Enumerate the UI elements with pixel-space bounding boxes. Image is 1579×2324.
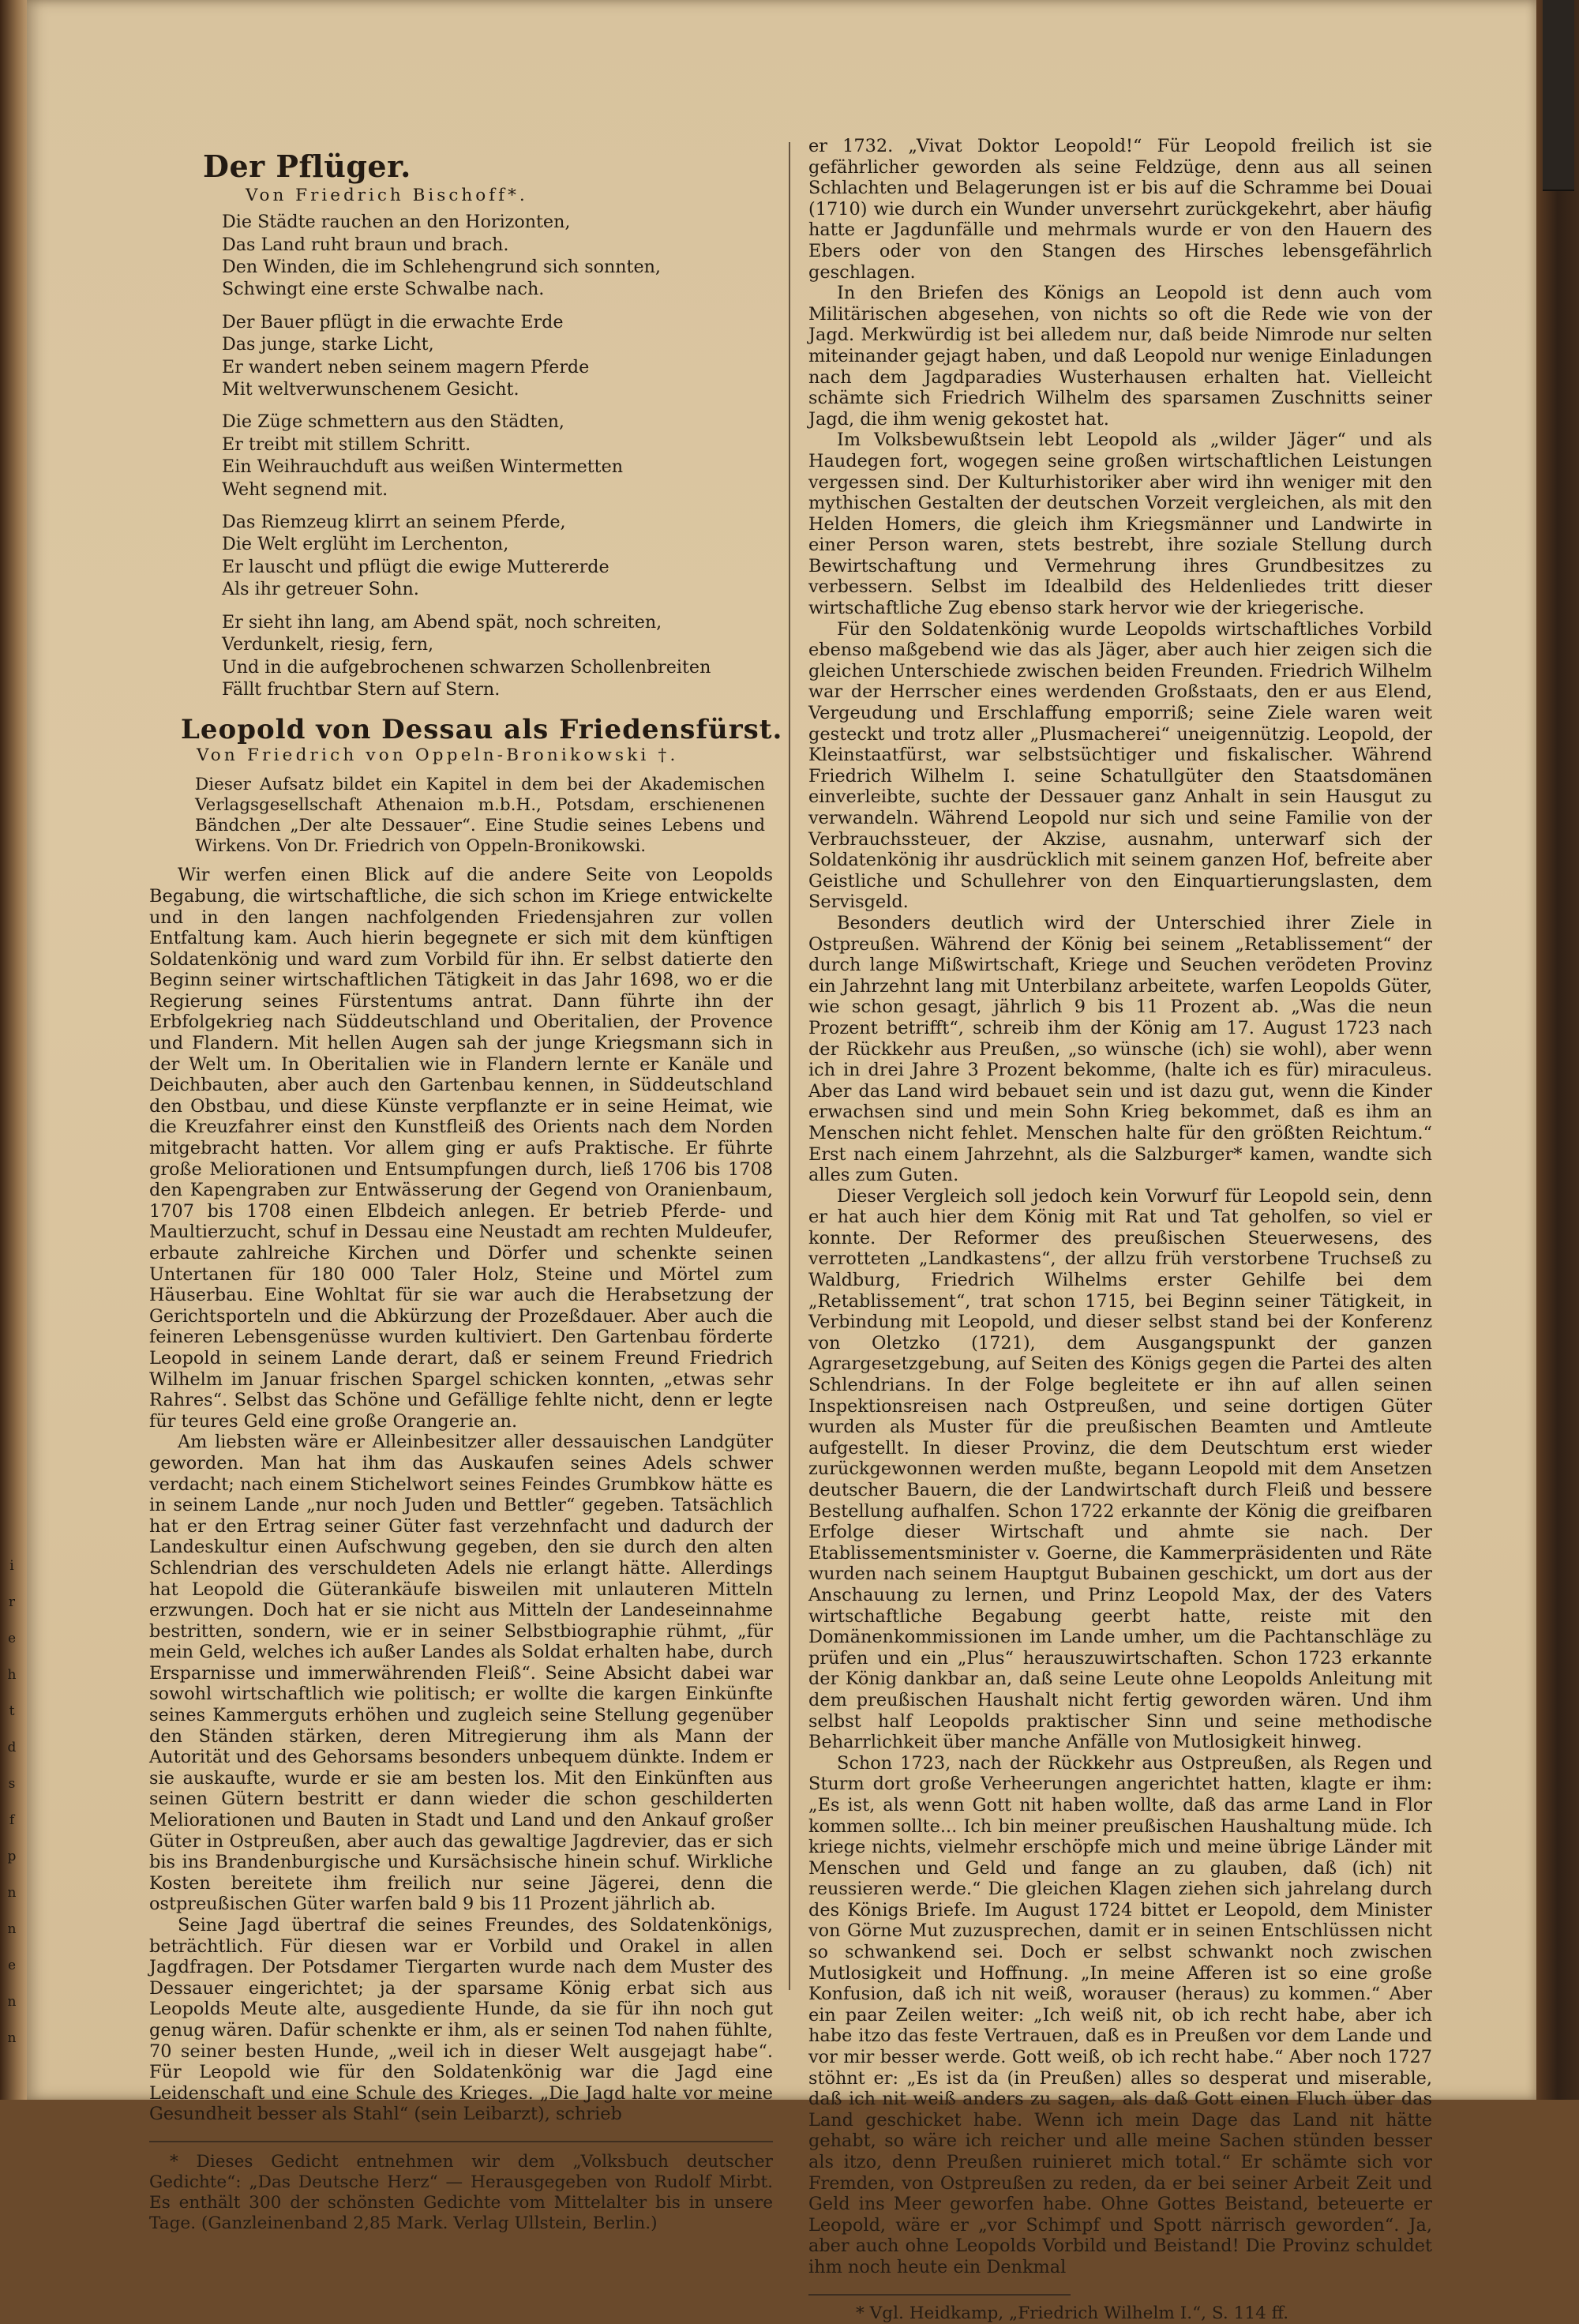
margin-letter: n [7, 1994, 17, 2010]
poem-footnote: * Dieses Gedicht entnehmen wir dem „Volksbuch deutscher Gedichte“: „Das Deutsche Herz“ — Herausgegeben von Rudolf Mirbt. Es enthält 300 der schönsten Gedichte vom Mittelalter bis in unsere Tage. (Ganzleinenband 2,85 Mark. Verlag Ullstein, Berlin.) [149, 2151, 773, 2233]
left-column [149, 133, 783, 2234]
poem-stanza [222, 311, 773, 401]
margin-letter: f [9, 1812, 15, 1828]
poem-line: Er lauscht und pflügt die ewige Muttererde [222, 556, 609, 577]
margin-letter: i [9, 1558, 14, 1574]
article-paragraph: er 1732. „Vivat Doktor Leopold!“ Für Leopold freilich ist sie gefährlicher geworden als seine Feldzüge, denn aus all seinen Schlachten und Belagerungen ist er bis auf die Schramme bei Douai (1710) wie durch ein Wunder unversehrt zurückgekehrt, aber häufig hatte er Jagdunfälle und mehrmals wurde er von den Hauern des Ebers oder von den Stangen des Hirsches lebensgefährlich geschlagen. [808, 136, 1432, 283]
newspaper-page [27, 0, 1536, 2323]
poem-stanza [222, 411, 773, 501]
poem-title: Der Pflüger. [203, 148, 411, 184]
poem-line: Er treibt mit stillem Schritt. [222, 434, 471, 455]
book-right-edge [1536, 0, 1579, 2100]
footnote-divider [808, 2294, 1071, 2296]
poem-line: Als ihr getreuer Sohn. [222, 579, 419, 600]
article-paragraph: In den Briefen des Königs an Leopold ist denn auch vom Militärischen abgesehen, von nichts so oft die Rede wie von der Jagd. Merkwürdig ist bei alledem nur, daß beide Nimrode nur selten miteinander gejagt haben, und daß Leopold nur wenige Einladungen nach dem Jagdparadies Wusterhausen erhalten hat. Vielleicht schämte sich Friedrich Wilhelm des sparsamen Zuschnitts seiner Jagd, die ihm wenig gekostet hat. [808, 283, 1432, 430]
article-paragraph: Am liebsten wäre er Alleinbesitzer aller dessauischen Landgüter geworden. Man hat ihm das Auskaufen seines Adels schwer verdacht; nach einem Stichelwort seines Feindes Grumbkow hätte es in seinem Lande „nur noch Juden und Bettler“ gegeben. Tatsächlich hat er den Ertrag seiner Güter fast verzehnfacht und dadurch der Landeskultur einen Aufschwung gegeben, den sie durch den alten Schlendrian des verschuldeten Adels nie erlangt hätte. Allerdings hat Leopold die Güterankäufe bisweilen mit unlauteren Mitteln erzwungen. Doch hat er sie nicht aus Mitteln der Landeseinnahme bestritten, sondern, wie er in seiner Selbstbiographie rühmt, „für mein Geld, welches ich außer Landes als Soldat erhalten habe, durch Ersparnisse und immerwährenden Fleiß“. Seine Absicht dabei war sowohl wirtschaftlich wie politisch; er wollte die kargen Einkünfte seines Kammerguts erhöhen und zugleich seine Stellung gegenüber den Ständen stärken, deren Mitregierung ihm als Mann der Autorität und des Gehorsams besonders unbequem dünkte. Indem er sie auskaufte, wurde er sie am besten los. Mit den Einkünften aus seinen Gütern bestritt er dann wieder die schon geschilderten Meliorationen und Bauten in Stadt und Land und den Ankauf großer Güter in Ostpreußen, aber auch das gewaltige Jagdrevier, das er sich bis ins Brandenburgische und Kursächsische hinein schuf. Wirkliche Kosten bereitete ihm freilich nur seine Jägerei, denn die ostpreußischen Güter warfen bald 9 bis 11 Prozent jährlich ab. [149, 1432, 773, 1915]
article-paragraph: Im Volksbewußtsein lebt Leopold als „wilder Jäger“ und als Haudegen fort, wogegen seine großen wirtschaftlichen Leistungen vergessen sind. Der Kulturhistoriker aber wird ihn weniger mit den mythischen Gestalten der deutschen Vorzeit vergleichen, als mit den Helden Homers, die gleich ihm Kriegsmänner und Landwirte in einer Person waren, stets bestrebt, ihre soziale Stellung durch Bewirtschaftung und Vermehrung ihres Grundbesitzes zu verbessern. Selbst im Idealbild des Heldenliedes tritt dieser wirtschaftliche Zug ebenso stark hervor wie der kriegerische. [808, 430, 1432, 619]
article-byline: Von Friedrich von Oppeln-Bronikowski †. [197, 745, 679, 765]
poem-stanza [222, 611, 773, 701]
footnote-divider [149, 2141, 773, 2142]
poem-line: Das Land ruht braun und brach. [222, 234, 509, 255]
poem-line: Schwingt eine erste Schwalbe nach. [222, 279, 545, 300]
article-paragraph: Seine Jagd übertraf die seines Freundes, des Soldatenkönigs, beträchtlich. Für diesen war er Vorbild und Orakel in allen Jagdfragen. Der Potsdamer Tiergarten wurde nach dem Muster des Dessauer eingerichtet; ja der sparsame König erbat sich aus Leopolds Meute alte, ausgediente Hunde, da sie für ihn noch gut genug wären. Dafür schenkte er ihm, als er seinen Tod nahen fühlte, 70 seiner besten Hunde, „weil ich in dieser Welt ausgejagt habe“. Für Leopold wie für den Soldatenkönig war die Jagd eine Leidenschaft und eine Schule des Krieges. „Die Jagd halte vor meine Gesundheit besser als Stahl“ (sein Leibarzt), schrieb [149, 1915, 773, 2125]
article-paragraph: Dieser Vergleich soll jedoch kein Vorwurf für Leopold sein, denn er hat auch hier dem König mit Rat und Tat geholfen, so viel er konnte. Der Reformer des preußischen Steuerwesens, des verrotteten „Landkastens“, der allzu früh verstorbene Truchseß zu Waldburg, Friedrich Wilhelms erster Gehilfe bei dem „Retablissement“, trat schon 1715, bei Beginn seiner Tätigkeit, in Verbindung mit Leopold, und dieser selbst stand bei der Konferenz von Oletzko (1721), dem Ausgangspunkt der ganzen Agrargesetzgebung, auf Seiten des Königs gegen die Partei des alten Schlendrians. In der Folge begleitete er ihn auf allen seinen Inspektionsreisen nach Ostpreußen, und seine dortigen Güter wurden als Muster für die preußischen Beamten und Amtleute aufgestellt. In dieser Provinz, die dem Deutschtum erst wieder zurückgewonnen werden mußte, begann Leopold mit dem Ansetzen deutscher Bauern, die der Landwirtschaft durch Fleiß und bessere Bestellung aufhalfen. Schon 1722 erkannte der König die greifbaren Erfolge dieser Wirtschaft und ahmte sie nach. Der Etablissementsminister v. Goerne, die Kammerpräsidenten und Räte wurden nach seinem Hauptgut Bubainen geschickt, um dort aus der Anschauung zu lernen, und Prinz Leopold Max, der des Vaters wirtschaftliche Begabung geerbt hatte, reiste mit den Domänenkommissionen im Lande umher, um die Pachtanschläge zu prüfen und ein „Plus“ herauszuwirtschaften. Schon 1723 erkannte der König dankbar an, daß seine Leute ohne Leopolds Anleitung mit dem preußischen Haushalt nicht fertig geworden wären. Und ihm selbst half Leopolds praktischer Sinn und seine methodische Beharrlichkeit über manche Anfälle von Mutlosigkeit hinweg. [808, 1185, 1432, 1753]
poem-line: Die Züge schmettern aus den Städten, [222, 411, 564, 433]
poem-line: Verdunkelt, riesig, fern, [222, 634, 434, 655]
poem-line: Mit weltverwunschenem Gesicht. [222, 379, 519, 400]
poem-line: Fällt fruchtbar Stern auf Stern. [222, 678, 501, 700]
article-footnote: * Vgl. Heidkamp, „Friedrich Wilhelm I.“, S. 114 ff. [856, 2303, 1289, 2323]
margin-letter: n [7, 2030, 17, 2046]
margin-letter: d [7, 1740, 17, 1755]
article-paragraph: Für den Soldatenkönig wurde Leopolds wirtschaftliches Vorbild ebenso maßgebend wie das als Jäger, aber auch hier zeigen sich die gleichen Unterschiede zwischen beiden Freunden. Friedrich Wilhelm war der Herrscher eines werdenden Großstaats, den er aus Elend, Vergeudung und Erschlaffung emporriß; seine Ziele waren weit gesteckt und trotz aller „Plusmacherei“ uneigennützig. Leopold, der Kleinstaatfürst, war selbstsüchtiger und fiskalischer. Während Friedrich Wilhelm I. seine Schatullgüter den Staatsdomänen einverleibte, suchte der Dessauer ganz Anhalt in sein Hausgut zu verwandeln. Während Leopold nur sich und seine Familie von der Verbrauchssteuer, der Akzise, ausnahm, unterwarf sich der Soldatenkönig ihr ausdrücklich mit seinem ganzen Hof, befreite aber Geistliche und Schullehrer von den Einquartierungslasten, dem Servisgeld. [808, 618, 1432, 913]
right-column [808, 136, 1432, 2324]
article-paragraph: Wir werfen einen Blick auf die andere Seite von Leopolds Begabung, die wirtschaftliche, die sich schon im Kriege entwickelte und in den langen nachfolgenden Friedensjahren zur vollen Entfaltung kam. Auch hierin begegnete er sich mit dem künftigen Soldatenkönig und ward zum Vorbild für ihn. Er selbst datierte den Beginn seiner wirtschaftlichen Tätigkeit in das Jahr 1698, wo er die Regierung seines Fürstentums antrat. Dann führte ihn der Erbfolgekrieg nach Süddeutschland und Oberitalien, der Provence und Flandern. Mit hellen Augen sah der junge Kriegsmann sich in der Welt um. In Oberitalien wie in Flandern lernte er Kanäle und Deichbauten, aber auch den Gartenbau kennen, in Süddeutschland den Obstbau, und diese Künste verpflanzte er in seine Heimat, wie die Kreuzfahrer einst den Kunstfleiß des Orients nach dem Norden mitgebracht hatten. Vor allem ging er aufs Praktische. Er führte große Meliorationen und Entsumpfungen durch, ließ 1706 bis 1708 den Kapengraben zur Entwässerung der Gegend von Oranienbaum, 1707 bis 1708 einen Elbdeich anlegen. Er betrieb Pferde- und Maultierzucht, schuf in Dessau eine Neustadt am rechten Muldeufer, erbaute zahlreiche Kirchen und Dörfer und schenkte seinen Untertanen für 180 000 Taler Holz, Steine und Mörtel zum Häuserbau. Eine Wohltat für sie war auch die Herabsetzung der Gerichtsporteln und die Abkürzung der Prozeßdauer. Aber auch die feineren Lebensgenüsse wurden kultiviert. Den Gartenbau förderte Leopold in seinem Lande derart, daß er seinem Freund Friedrich Wilhelm im Januar frischen Spargel schicken konnten, „etwas sehr Rahres“. Selbst das Schöne und Gefällige fehlte nicht, denn er legte für teures Geld eine große Orangerie an. [149, 865, 773, 1432]
poem-line: Der Bauer pflügt in die erwachte Erde [222, 311, 564, 332]
poem-stanza [222, 211, 773, 301]
poem-byline: Von Friedrich Bischoff*. [246, 185, 528, 205]
poem-line: Er wandert neben seinem magern Pferde [222, 356, 590, 377]
article-paragraph: Schon 1723, nach der Rückkehr aus Ostpreußen, als Regen und Sturm dort große Verheerungen angerichtet hatten, klagte er ihm: „Es ist, als wenn Gott nit haben wollte, daß das arme Land in Flor kommen sollte... Ich bin meiner preußischen Haushaltung müde. Ich kriege nichts, vielmehr erschöpfe mich und meine übrige Länder mit Menschen und Geld und fange an zu glauben, daß (ich) nit reussieren werde.“ Die gleichen Klagen ziehen sich jahrelang durch des Königs Briefe. Im August 1724 bittet er Leopold, dem Minister von Görne Mut zuzusprechen, damit er in seinen Entschlüssen nicht so schwankend sei. Doch er selbst schwankt noch zwischen Mutlosigkeit und Hoffnung. „In meine Afferen ist so eine große Konfusion, daß ich nit weiß, worauser (heraus) zu kommen.“ Aber ein paar Zeilen weiter: „Ich weiß nit, ob ich recht habe, aber ich habe itzo das feste Vertrauen, daß es in Preußen vor dem Lande und vor mir besser werde. Gott weiß, ob ich recht habe.“ Aber noch 1727 stöhnt er: „Es ist da (in Preußen) alles so desperat und miserable, daß ich nit weiß anders zu sagen, als daß Gott einen Fluch über das Land geschicket habe. Wenn ich mein Dage das Land nit hätte gehabt, so wäre ich reicher und alle meine Sachen stünden besser als itzo, denn Preußen ruinieret mich total.“ Er schämte sich vor Fremden, von Ostpreußen zu reden, da er bei seiner Arbeit Zeit und Geld ins Meer geworfen habe. Ohne Gottes Beistand, beteuerte er Leopold, wäre er „vor Schimpf und Spott närrisch geworden“. Ja, aber auch ohne Leopolds Vorbild und Beistand! Die Provinz schuldet ihm noch heute ein Denkmal [808, 1752, 1432, 2277]
poem-line: Das Riemzeug klirrt an seinem Pferde, [222, 512, 566, 533]
margin-letter: p [7, 1849, 17, 1864]
poem-line: Weht segnend mit. [222, 479, 388, 500]
margin-letter: h [7, 1667, 17, 1683]
margin-letter: e [7, 1631, 17, 1646]
book-tab [1543, 0, 1574, 191]
poem-line: Die Städte rauchen an den Horizonten, [222, 212, 571, 233]
poem-line: Die Welt erglüht im Lerchenton, [222, 534, 509, 555]
poem-line: Und in die aufgebrochenen schwarzen Schollenbreiten [222, 656, 711, 678]
article-title: Leopold von Dessau als Friedensfürst. [181, 714, 783, 746]
poem-stanza [222, 511, 773, 601]
margin-letter: r [8, 1594, 16, 1610]
article-intro-note: Dieser Aufsatz bildet ein Kapitel in dem bei der Akademischen Verlagsgesellschaft Athenaion m.b.H., Potsdam, erschienenen Bändchen „Der alte Dessauer“. Eine Studie seines Lebens und Wirkens. Von Dr. Friedrich von Oppeln-Bronikowski. [195, 774, 765, 857]
facing-page-margin-letters [2, 1548, 22, 2056]
poem-line: Ein Weihrauchduft aus weißen Wintermetten [222, 456, 624, 478]
margin-letter: n [7, 1885, 17, 1901]
right-footnote-block [808, 2294, 1432, 2324]
article-paragraph: Besonders deutlich wird der Unterschied ihrer Ziele in Ostpreußen. Während der König bei seinem „Retablissement“ der durch lange Mißwirtschaft, Kriege und Seuchen verödeten Provinz ein Jahrzehnt lang mit Unterbilanz arbeitete, warfen Leopolds Güter, wie schon gesagt, jährlich 9 bis 11 Prozent ab. „Was die neun Prozent betrifft“, schreib ihm der König am 17. August 1723 nach der Rückkehr aus Preußen, „so wünsche (ich) sie wohl), aber wenn ich in drei Jahre 3 Prozent bekomme, (halte ich es für) miraculeus. Aber das Land wird bebauet sein und ist dazu gut, wenn die Kinder erwachsen sind und mein Sohn Krieg bekommet, daß es ihm an Menschen nicht fehlet. Menschen halte für den größten Reichtum.“ Erst nach einem Jahrzehnt, als die Salzburger* kamen, wandte sich alles zum Guten. [808, 912, 1432, 1186]
margin-letter: s [8, 1776, 16, 1792]
poem-line: Den Winden, die im Schlehengrund sich sonnten, [222, 257, 661, 277]
margin-letter: t [9, 1703, 15, 1719]
margin-letter: e [7, 1958, 17, 1973]
poem-line: Das junge, starke Licht, [222, 334, 434, 355]
margin-letter: n [7, 1921, 17, 1937]
column-divider [789, 142, 790, 1990]
poem-line: Er sieht ihn lang, am Abend spät, noch schreiten, [222, 611, 662, 633]
